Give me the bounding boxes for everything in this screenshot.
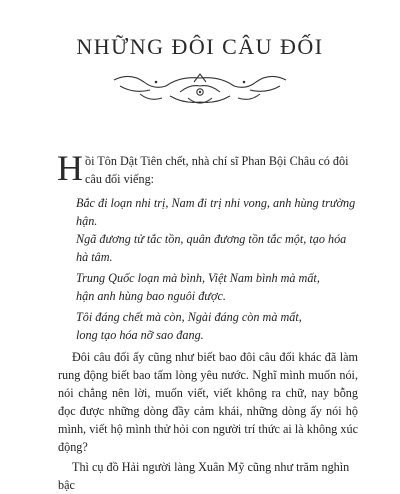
verse-line: Ngã đương tử tắc tồn, quân đương tồn tắc một, tạo hóa hà tâm. [76, 232, 347, 264]
opening-text: ồi Tôn Dật Tiên chết, nhà chí sĩ Phan Bội Châu có đôi câu đối viếng: [85, 154, 349, 186]
verse-line: long tạo hóa nỡ sao đang. [76, 328, 204, 342]
verse-stanza [76, 194, 358, 266]
verse-line: Tôi đáng chết mà còn, Ngài đáng còn mà mất, [76, 310, 302, 324]
body-text [57, 148, 358, 494]
opening-paragraph [57, 148, 358, 188]
verse-line: hận anh hùng bao nguôi được. [76, 289, 226, 303]
couplet-verse [76, 194, 358, 344]
verse-line: Bắc đi loạn nhi trị, Nam đi trị nhi vong, anh hùng trường hận. [76, 196, 356, 228]
body-paragraph: Thì cụ đồ Hải người làng Xuân Mỹ cũng như trăm nghìn bậc [58, 460, 350, 492]
floral-ornament-icon [110, 72, 290, 112]
verse-stanza [76, 308, 358, 344]
body-paragraph: Đôi câu đối ấy cũng như biết bao đôi câu đối khác đã làm rung động biết bao tấm lòng yêu nước. Nghĩ mình muốn nói, nói chẳng nên lời, muốn viết, viết không ra chữ, nay bỗng đọc được những dòng đầy cảm khái, những dòng ấy nói hộ mình, viết hộ mình thử hỏi con người trí thức ai là không xúc động? [58, 350, 358, 454]
verse-line: Trung Quốc loạn mà bình, Việt Nam bình mà mất, [76, 271, 320, 285]
verse-stanza [76, 269, 358, 305]
drop-cap: H [57, 148, 83, 188]
chapter-title: NHỮNG ĐÔI CÂU ĐỐI [76, 34, 324, 59]
